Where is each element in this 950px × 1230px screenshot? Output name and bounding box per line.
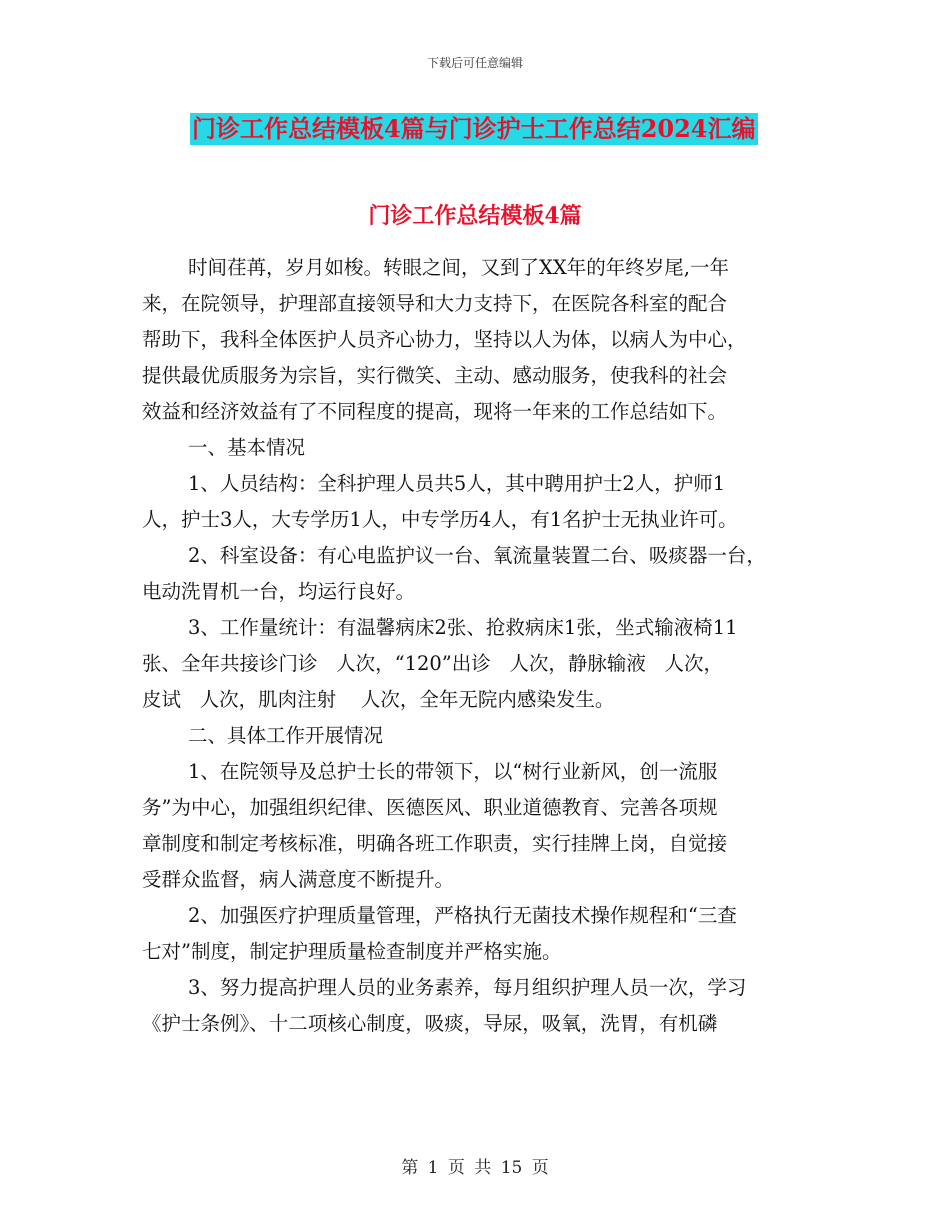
body-text: [142, 250, 810, 1042]
paragraph-line: 2、科室设备：有心电监护议一台、氧流量装置二台、吸痰器一台，: [188, 544, 766, 567]
paragraph-line: 来，在院领导，护理部直接领导和大力支持下，在医院各科室的配合: [142, 292, 728, 315]
heading-line: 一、基本情况: [188, 436, 306, 459]
heading-line: 二、具体工作开展情况: [188, 724, 384, 747]
paragraph-line: 《护士条例》、十二项核心制度，吸痰，导尿，吸氧，洗胃，有机磷: [142, 1012, 718, 1035]
paragraph-line: 1、人员结构：全科护理人员共5人，其中聘用护士2人，护师1: [188, 472, 726, 495]
header-note: 下载后可任意编辑: [426, 56, 523, 70]
paragraph-line: 人，护士3人，大专学历1人，中专学历4人，有1名护士无执业许可。: [142, 508, 738, 531]
paragraph-line: 帮助下，我科全体医护人员齐心协力，坚持以人为体，以病人为中心，: [142, 328, 747, 351]
paragraph-line: 3、努力提高护理人员的业务素养，每月组织护理人员一次，学习: [188, 976, 747, 999]
paragraph-line: 时间荏苒，岁月如梭。转眼之间，又到了XX年的年终岁尾,一年: [188, 256, 729, 279]
paragraph-line: 1、在院领导及总护士长的带领下，以“树行业新风，创一流服: [188, 760, 718, 783]
paragraph-line: 务”为中心，加强组织纪律、医德医风、职业道德教育、完善各项规: [142, 796, 718, 819]
paragraph-line: 3、工作量统计：有温馨病床2张、抢救病床1张，坐式输液椅11: [188, 616, 738, 639]
paragraph-line: 2、加强医疗护理质量管理，严格执行无菌技术操作规程和“三查: [188, 904, 737, 927]
page-number-footer: 第 1 页 共 15 页: [401, 1158, 549, 1178]
paragraph-line: 提供最优质服务为宗旨，实行微笑、主动、感动服务，使我科的社会: [142, 364, 728, 387]
paragraph-line: 皮试 人次，肌肉注射 人次，全年无院内感染发生。: [142, 688, 615, 711]
paragraph-line: 章制度和制定考核标准，明确各班工作职责，实行挂牌上岗，自觉接: [142, 832, 728, 855]
paragraph-line: 电动洗胃机一台，均运行良好。: [142, 580, 416, 603]
paragraph-line: 效益和经济效益有了不同程度的提高，现将一年来的工作总结如下。: [142, 400, 728, 423]
paragraph-line: 张、全年共接诊门诊 人次，“120”出诊 人次，静脉输液 人次，: [142, 652, 723, 675]
paragraph-line: 七对”制度，制定护理质量检查制度并严格实施。: [142, 940, 562, 963]
paragraph-line: 受群众监督，病人满意度不断提升。: [142, 868, 455, 891]
section-title: 门诊工作总结模板4篇: [368, 203, 582, 229]
document-main-title: 门诊工作总结模板4篇与门诊护士工作总结2024汇编: [192, 114, 756, 143]
